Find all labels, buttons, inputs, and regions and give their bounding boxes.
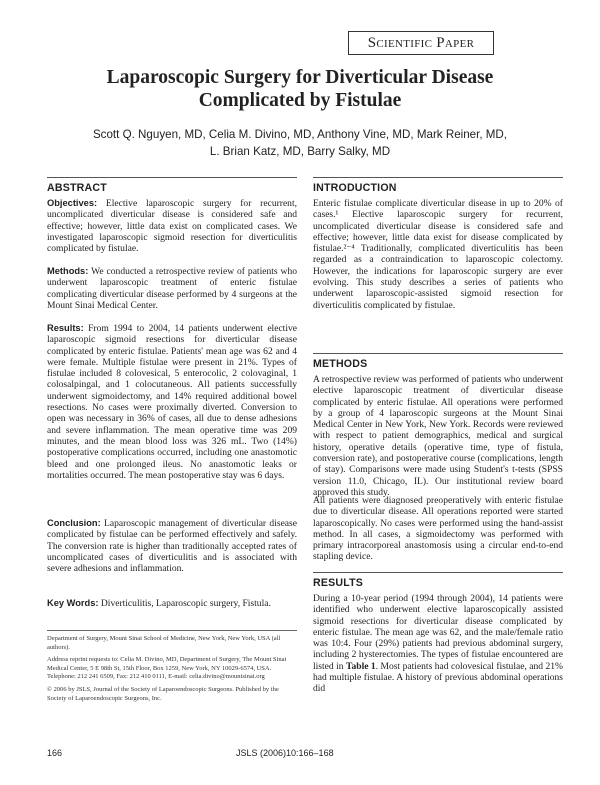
methods-paragraph-2: All patients were diagnosed preoperatively with enteric fistulae due to diverticular disease. All operations reported were started laparoscopically. No cases were performed using the hand-assist method. In all cases, a sigmoidectomy was performed with primary intracorporeal anastomosis using a circular end-to-end stapling device. [313,495,563,563]
abstract-conclusion [47,518,297,574]
abstract-keywords [47,598,297,609]
abstract-top-rule [47,177,297,178]
page-number: 166 [47,748,63,758]
methods-top-rule [313,353,563,354]
methods-text: We conducted a retrospective review of patients who underwent laparoscopic treatment of enteric fistulae complicating diverticular disease performed by 4 surgeons at the Mount Sinai Medical Center. [47,266,298,311]
authors-line-2: L. Brian Katz, MD, Barry Salky, MD [209,145,391,158]
results-label: Results: [47,323,84,333]
paper-title [30,66,570,112]
results-text: From 1994 to 2004, 14 patients underwent elective laparoscopic sigmoid resections for diverticular disease complicated by enteric fistulae. Patients' mean age was 62 and 4 were female. Multiple fistulae were present in 21%. Types of fistulae included 8 colovesical, 5 enterocolic, 2 colovaginal, 1 colosalpingal, and 1 colocutaneous. All patients successfully underwent sigmoidectomy, and 14% required additional bowel resections. No cases were proximally diverted. Conversion to open was necessary in 36% of cases, all due to dense adhesions and severe inflammation. The mean operative time was 209 minutes, and the mean blood loss was 326 mL. Two (14%) postoperative complications occurred, including one anastomotic bleed and one prolonged ileus. No anastomotic leaks or mortalities occurred. The mean postoperative stay was 6 days. [47,323,297,481]
objectives-label: Objectives: [47,198,98,208]
footnote-rule [47,630,297,631]
keywords-text: Diverticulitis, Laparoscopic surgery, Fistula. [100,598,271,609]
footnote-copyright: © 2006 by JSLS, Journal of the Society of Laparoendoscopic Surgeons. Published by the Society of Laparoendoscopic Surgeons, Inc. [47,685,279,702]
introduction-heading: INTRODUCTION [313,182,397,194]
journal-citation: JSLS (2006)10:166–168 [236,748,334,758]
results-text [313,593,563,695]
introduction-top-rule [313,177,563,178]
footnote-affiliation: Department of Surgery, Mount Sinai School of Medicine, New York, New York, USA (all authors). [47,635,281,651]
objectives-text: Elective laparoscopic surgery for recurrent, uncomplicated diverticular disease is considered safe and effective; however, little data exist on complicated cases. We investigated laparoscopic sigmoid resection for diverticulitis complicated by fistulae. [47,198,297,255]
results-text-before: During a 10-year period (1994 through 2004), 14 patients were identified who underwent elective laparoscopically assisted sigmoid resections for diverticular disease complicated by enteric fistulae. The mean age was 62, and the male/female ratio was 10:4. Four (29%) patients had previous abdominal surgery, including 2 hysterectomies. The types of fistulae encountered are listed in [313,593,563,672]
methods-text-1 [313,374,563,498]
table-1-reference[interactable]: Table 1 [346,660,376,672]
abstract-methods [47,266,297,311]
author-list [40,126,560,160]
abstract-heading: ABSTRACT [47,182,107,194]
introduction-text [313,198,563,311]
title-line-2: Complicated by Fistulae [198,90,402,111]
methods-text-2 [313,495,563,563]
footnote [47,630,297,707]
conclusion-text: Laparoscopic management of diverticular disease complicated by fistulae can be performed effectively and safely. The conversion rate is higher than traditionally accepted rates of uncomplicated cases of diverticulitis and is associated with severe adhesions and inflammation. [47,518,297,575]
paper-type-label: Scientific Paper [348,31,494,55]
methods-heading: METHODS [313,358,368,370]
methods-paragraph-1: A retrospective review was performed of patients who underwent elective laparoscopic treatment of diverticular disease complicated by enteric fistulae. All operations were performed by a group of 4 laparoscopic surgeons at the Mount Sinai Medical Center in New York, New York. Records were reviewed with respect to patient demographics, medical and surgical history, operative details (operative time, type of fistula, conversion rate), and postoperative course (complications, length of stay). Comparisons were made using Student's t-tests (SPSS version 11.0, Chicago, IL). Our institutional review board approved this study. [313,374,563,498]
results-top-rule [313,572,563,573]
conclusion-label: Conclusion: [47,518,101,528]
abstract-objectives [47,198,297,254]
results-heading: RESULTS [313,577,364,589]
results-text-after: . Most patients had colovesical fistulae, and 21% had multiple fistulae. A history of previous abdominal operations did [313,660,564,695]
abstract-results [47,323,297,481]
keywords-label: Key Words: [47,598,99,608]
authors-line-1: Scott Q. Nguyen, MD, Celia M. Divino, MD, Anthony Vine, MD, Mark Reiner, MD, [92,128,508,141]
title-line-1: Laparoscopic Surgery for Diverticular Disease [106,67,494,88]
introduction-paragraph: Enteric fistulae complicate diverticular disease in up to 20% of cases.¹ Elective laparoscopic surgery for recurrent, uncomplicated diverticular disease is considered safe and effective; however, little data exist for disease complicated by fistulae.²⁻⁴ Traditionally, complicated diverticulitis has been regarded as a contraindication to laparoscopic colectomy. However, the indications for laparoscopic surgery are ever evolving. This study describes a series of patients who underwent laparoscopic-assisted sigmoid resection for diverticulitis complicated by fistulae. [313,198,563,311]
methods-label: Methods: [47,266,89,276]
footnote-address: Address reprint requests to: Celia M. Divino, MD, Department of Surgery, The Mount Sinai Medical Center, 5 E 98th St, 15th Floor, Box 1259, New York, NY 10029-6574, USA. Telephone: 212 241 6509, Fax: 212 410 0111, E-mail: celia.divino@mountsinai.org [47,656,287,681]
